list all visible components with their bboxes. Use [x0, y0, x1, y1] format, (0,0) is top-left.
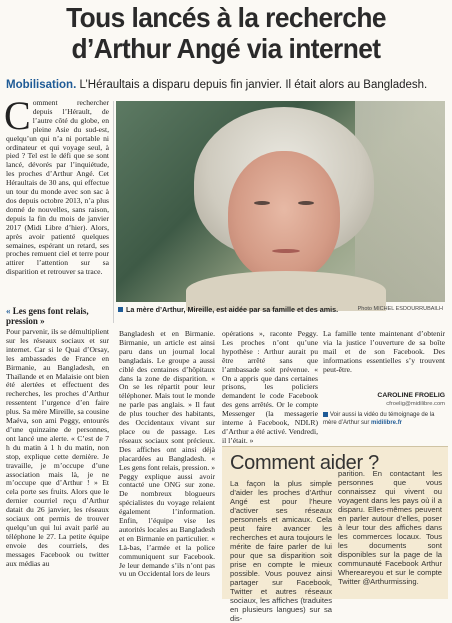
video-site-link[interactable]: midilibre.fr: [371, 419, 403, 426]
photo-face: [228, 151, 340, 281]
intro-text: omment rechercher depuis l’Hérault, de l’autre côté du globe, en pleine Asie du sud-est, quelqu’un qui n’a ni portable ni ordinateur et qui voyage seul, à pied ? Tel est le défi que se sont lancé, dévorés par l’inquiétude, les proches d’Arthur Angé. Cet Héraultais de 30 ans, qui effectue un tour du monde avec son sac à dos depuis octobre 2013, n’a plus donné de nouvelles, sans raison, depuis la fin du mois de janvier 2017 (Midi Libre d’hier). Alors, après avoir patienté quelques semaines, espérant un retard, ses proches remuent ciel et terre pour attirer l’attention sur sa disparition et retrouver sa trace.: [6, 98, 109, 277]
how-to-help-box: [222, 446, 448, 623]
portrait-photo: [116, 101, 445, 302]
article-column-1: [6, 328, 109, 596]
subheadline-label: Mobilisation.: [6, 79, 77, 91]
section-heading-quote: «: [6, 306, 13, 316]
caption-text: La mère d’Arthur, Mireille, est aidée par sa famille et des amis.: [126, 305, 339, 314]
box-title: Comment aider ?: [230, 452, 379, 474]
intro-column: [4, 93, 109, 304]
article-column-2: [119, 330, 215, 596]
article-column-1-text: Pour parvenir, ils se démultiplient sur les réseaux sociaux et sur internet. Car si le Quai d’Orsay, les ambassades de France en Birmanie, au Bangladesh, en Thaïlande et en Malaisie ont bien été alertées et effectuent des recherches, les proches d’Arthur ressentent l’urgence d’en faire plus. Sa mère Mireille, sa cousine Maéva, son ami Peggy, entourés d’une quinzaine de personnes, ont lancé une alerte. « C’est de 7 h du matin à 1 h du matin, non stop, explique cette dernière. Je travaille, je m’occupe d’une association mais là, je ne m’occupe que d’Arthur ! » Et cela porte ses fruits. Alors que le dernier courriel reçu d’Arthur datait du 26 janvier, les réseaux sociaux ont permis de trouver quelqu’un qui lui avait parlé au téléphone le 27. La petite équipe envoie des courriels, des messages Facebook ou twitter aux médias au: [6, 327, 109, 568]
article-column-2-text: Bangladesh et en Birmanie. Birmanie, un article est ainsi paru dans un journal local bangladais. Le groupe a aussi ciblé des centaines d’hôpitaux dans la zone de disparition. « On se les répartit pour leur téléphoner. Mais tout le monde ne parle pas anglais. » Il faut de plus toucher des habitants, des Occidentaux vivant sur place ou de passage. Les réseaux sociaux sont précieux. Des affiches ont ainsi déjà placardées au Bangladesh. « Les gens font relais, pression. » Peggy explique aussi avoir contacté une ONG sur zone. De nombreux blogueurs spécialistes du voyage relaient également l’information. Enfin, l’équipe vise les autorités locales au Bangladesh et en Birmanie en particulier. « Là-bas, l’armée et la police communiquent sur Facebook. Je leur demande s’ils n’ont pas vu un Occidental lors de leurs: [119, 329, 215, 579]
article-column-4: [323, 330, 445, 385]
video-square-icon: [323, 412, 328, 417]
author-email[interactable]: cfroelig@midilibre.com: [386, 401, 445, 407]
photo-caption: [116, 304, 445, 316]
box-column-2: parition. En contactant les personnes que vous connaissez qui vivent ou voyagent dans les pays où il a disparu. Elles-mêmes peuvent en parler autour d’elles, poser à leur tour des affiches dans les commerces locaux. Tous les documents sont disponibles sur la page de la communauté Facebook Arthur Whereareyou et sur le compte Twitter @Arthurmissing.: [338, 469, 442, 586]
article-column-4-text: La famille tente maintenant d’obtenir via la justice l’ouverture de sa boîte mail et de son Facebook. Des informations essentielles s’y trouvent peut-être.: [323, 329, 445, 374]
section-heading-text: Les gens font relais, pression »: [6, 306, 89, 326]
article-column-3-text: opérations », raconte Peggy. Les proches n’ont qu’une hypothèse : Arthur aurait pu être arrêté sans que l’ambassade soit prévenue. « On a appris que dans certaines prisons, les policiers demandent le code Facebook des gens arrêtés. Or le compte Messenger (la messagerie interne à Facebook, NDLR) d’Arthur a été activé. Vendredi, il l’était. »: [222, 329, 318, 445]
author-signature: [323, 392, 445, 408]
photo-eye-right: [298, 201, 314, 205]
section-heading: [6, 306, 109, 326]
photo-eye-left: [254, 201, 270, 205]
video-note: [323, 412, 445, 427]
caption-square-icon: [118, 307, 123, 312]
author-name: CAROLINE FROELIG: [377, 392, 445, 399]
photo-mouth: [272, 249, 300, 253]
subheadline: [6, 78, 452, 92]
drop-cap: C: [4, 93, 31, 138]
headline-line-1: Tous lancés à la recherche: [66, 2, 386, 33]
headline: [19, 2, 433, 64]
video-note-text: Voir aussi la vidéo du témoignage de la mère d’Arthur sur: [323, 412, 435, 426]
box-column-1: La façon la plus simple d’aider les proches d’Arthur Angé est pour l’heure d’activer ses réseaux personnels et amicaux. Cela peut faire avancer les recherches et aura toujours le mérite de faire parler de lui pour que sa disparition soit prise en compte le mieux possible. Vous pouvez ainsi partager sur Facebook, Twitter et autres réseaux sociaux, les affiches (traduites en plusieurs langues) sur sa dis-: [230, 479, 332, 623]
subheadline-text: L’Héraultais a disparu depuis fin janvier. Il était alors au Bangladesh.: [76, 79, 428, 91]
headline-line-2: d’Arthur Angé via internet: [71, 33, 381, 64]
column-divider: [113, 101, 114, 323]
photo-credit: Photo MICHEL ESDOURRUBAILH: [357, 306, 443, 312]
